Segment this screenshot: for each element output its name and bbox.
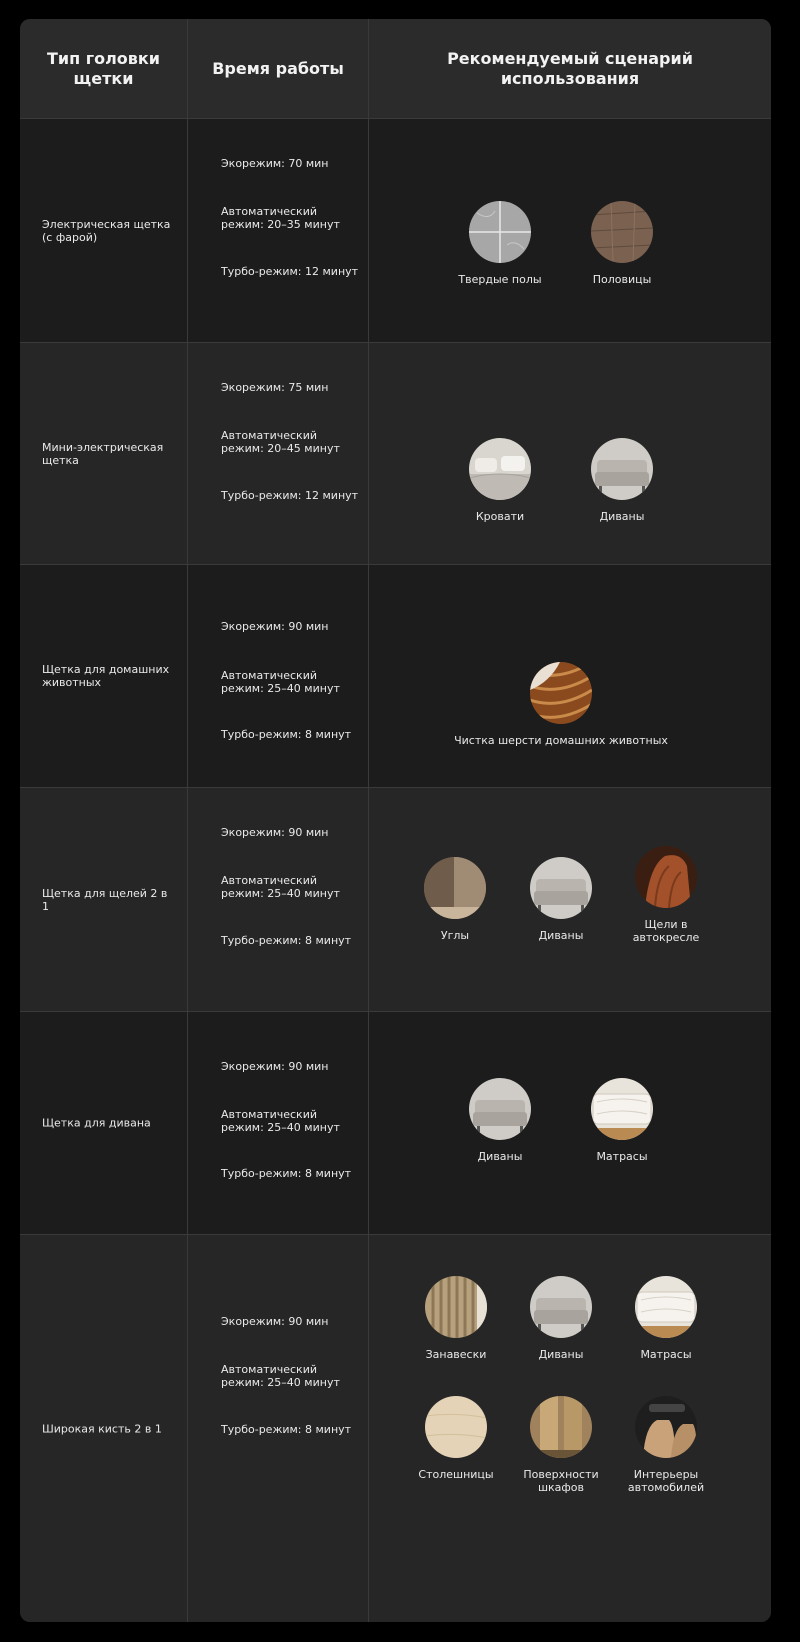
scenario-cell <box>369 788 771 1011</box>
run-time-cell <box>188 788 369 1011</box>
scenario-item <box>567 438 677 523</box>
brush-cell <box>20 343 188 564</box>
corner-icon <box>424 857 486 919</box>
table-row <box>20 788 771 1012</box>
scenario-label: Чистка шерсти домашних животных <box>454 734 668 747</box>
scenario-label: Поверхности шкафов <box>523 1468 599 1494</box>
brush-cell <box>20 1012 188 1234</box>
scenario-label: Твердые полы <box>458 273 542 286</box>
scenario-label: Углы <box>440 929 470 942</box>
auto-mode-time: Автоматический режим: 20–45 минут <box>221 429 340 455</box>
scenario-label: Диваны <box>599 510 645 523</box>
sofa-icon <box>530 857 592 919</box>
cabinet-icon <box>530 1396 592 1458</box>
eco-mode-time: Экорежим: 90 мин <box>221 620 329 633</box>
sofa-icon <box>591 438 653 500</box>
car-interior-icon <box>635 1396 697 1458</box>
brush-name: Щетка для щелей 2 в 1 <box>42 886 168 913</box>
scenario-cell <box>369 119 771 342</box>
scenario-item <box>445 1078 555 1163</box>
comparison-table <box>20 19 771 1622</box>
scenario-item <box>506 1396 616 1494</box>
turbo-mode-time: Турбо-режим: 8 минут <box>221 728 352 741</box>
brush-name: Широкая кисть 2 в 1 <box>42 1422 162 1435</box>
scenario-item <box>445 201 555 286</box>
scenario-cell <box>369 1012 771 1234</box>
scenario-label: Матрасы <box>596 1150 648 1163</box>
scenario-label: Щели в автокресле <box>632 918 700 944</box>
brush-cell <box>20 565 188 787</box>
auto-mode-time: Автоматический режим: 25–40 минут <box>221 874 340 900</box>
turbo-mode-time: Турбо-режим: 8 минут <box>221 1167 352 1180</box>
scenario-item <box>567 201 677 286</box>
scenario-cell <box>369 565 771 787</box>
turbo-mode-time: Турбо-режим: 12 минут <box>221 489 359 502</box>
curtain-icon <box>425 1276 487 1338</box>
scenario-item <box>611 1396 721 1494</box>
scenario-item <box>401 1276 511 1361</box>
turbo-mode-time: Турбо-режим: 8 минут <box>221 1423 352 1436</box>
table-row <box>20 1012 771 1235</box>
header-scenario: Рекомендуемый сценарий использования <box>447 48 693 88</box>
table-row <box>20 119 771 343</box>
header-run-time: Время работы <box>188 19 369 118</box>
car-seat-icon <box>635 846 697 908</box>
bed-icon <box>469 438 531 500</box>
scenario-item <box>506 857 616 942</box>
scenario-item <box>451 662 671 747</box>
mattress-icon <box>591 1078 653 1140</box>
scenario-label: Диваны <box>538 1348 584 1361</box>
turbo-mode-time: Турбо-режим: 8 минут <box>221 934 352 947</box>
scenario-item <box>401 1396 511 1481</box>
table-header-row <box>20 19 771 119</box>
eco-mode-time: Экорежим: 90 мин <box>221 1060 329 1073</box>
pet-hair-icon <box>530 662 592 724</box>
table-row <box>20 343 771 565</box>
run-time-cell <box>188 1012 369 1234</box>
brush-name: Электрическая щетка (с фарой) <box>42 217 171 244</box>
scenario-cell <box>369 1235 771 1622</box>
scenario-item <box>445 438 555 523</box>
scenario-item <box>506 1276 616 1361</box>
scenario-label: Диваны <box>538 929 584 942</box>
sofa-icon <box>469 1078 531 1140</box>
scenario-label: Матрасы <box>640 1348 692 1361</box>
auto-mode-time: Автоматический режим: 25–40 минут <box>221 1108 340 1134</box>
brush-cell <box>20 788 188 1011</box>
brush-name: Щетка для дивана <box>42 1116 151 1130</box>
sofa-icon <box>530 1276 592 1338</box>
scenario-label: Половицы <box>592 273 652 286</box>
brush-cell <box>20 1235 188 1622</box>
wood-plank-icon <box>591 201 653 263</box>
brush-cell <box>20 119 188 342</box>
eco-mode-time: Экорежим: 70 мин <box>221 157 329 170</box>
turbo-mode-time: Турбо-режим: 12 минут <box>221 265 359 278</box>
auto-mode-time: Автоматический режим: 25–40 минут <box>221 1363 340 1389</box>
run-time-cell <box>188 1235 369 1622</box>
eco-mode-time: Экорежим: 90 мин <box>221 1315 329 1328</box>
tile-floor-icon <box>469 201 531 263</box>
auto-mode-time: Автоматический режим: 20–35 минут <box>221 205 340 231</box>
mattress-icon <box>635 1276 697 1338</box>
scenario-label: Диваны <box>477 1150 523 1163</box>
table-row <box>20 1235 771 1622</box>
eco-mode-time: Экорежим: 90 мин <box>221 826 329 839</box>
scenario-item <box>567 1078 677 1163</box>
scenario-cell <box>369 343 771 564</box>
header-brush-type: Тип головки щетки <box>20 19 188 118</box>
tabletop-icon <box>425 1396 487 1458</box>
scenario-item <box>611 846 721 944</box>
run-time-cell <box>188 565 369 787</box>
scenario-item <box>400 857 510 942</box>
eco-mode-time: Экорежим: 75 мин <box>221 381 329 394</box>
brush-name: Мини-электрическая щетка <box>42 440 164 467</box>
scenario-item <box>611 1276 721 1361</box>
scenario-label: Столешницы <box>418 1468 494 1481</box>
scenario-label: Занавески <box>425 1348 487 1361</box>
run-time-cell <box>188 119 369 342</box>
table-row <box>20 565 771 788</box>
scenario-label: Интерьеры автомобилей <box>627 1468 705 1494</box>
auto-mode-time: Автоматический режим: 25–40 минут <box>221 669 340 695</box>
brush-name: Щетка для домашних животных <box>42 663 170 689</box>
run-time-cell <box>188 343 369 564</box>
scenario-label: Кровати <box>475 510 525 523</box>
